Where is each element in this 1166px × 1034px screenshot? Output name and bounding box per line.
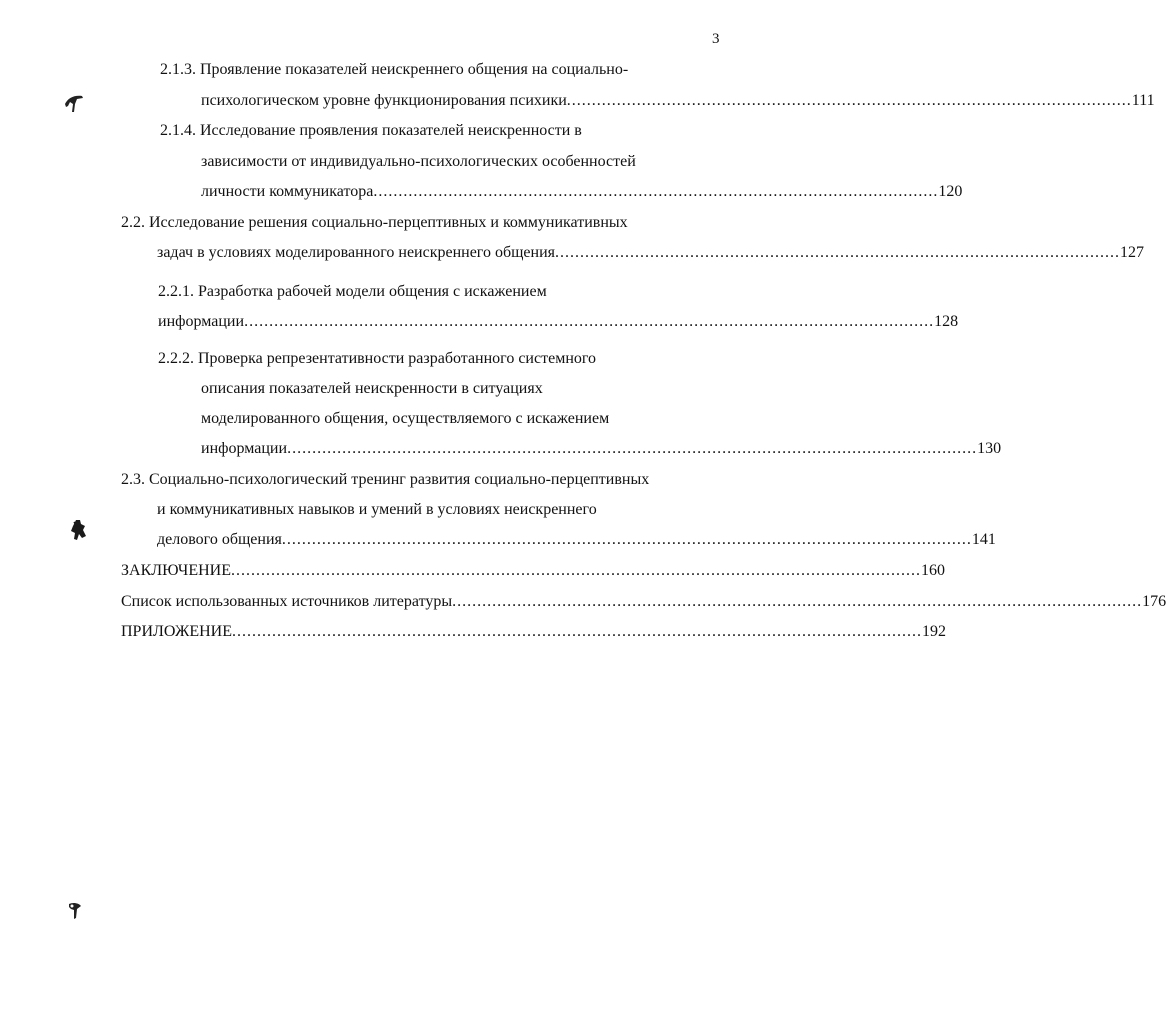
toc-line: описания показателей неискренности в ситуациях (201, 380, 543, 397)
toc-line: 2.1.4. Исследование проявления показателей неискренности в (160, 122, 582, 139)
leader-dots: .......................................................................................................................................... (230, 562, 921, 579)
toc-line-dotted (201, 182, 963, 202)
toc-line-dotted (157, 530, 996, 550)
toc-line: 2.2. Исследование решения социально-перцептивных и коммуникативных (121, 214, 628, 231)
toc-page-number: 160 (920, 562, 945, 579)
toc-line: 2.1.3. Проявление показателей неискреннего общения на социально- (160, 61, 629, 78)
toc-line: моделированного общения, осуществляемого с искажением (201, 410, 610, 427)
toc-page-number: 127 (1120, 244, 1145, 261)
toc-line-dotted (121, 561, 945, 581)
toc-line: 2.3. Социально-психологический тренинг развития социально-перцептивных (121, 471, 650, 488)
leader-dots: .......................................................................................................................................... (232, 623, 923, 640)
scan-mark-icon (66, 900, 84, 922)
toc-line-dotted (201, 91, 1155, 111)
toc-page-number: 120 (938, 183, 963, 200)
toc-page-number: 141 (971, 531, 996, 548)
leader-dots: ................................................................................................................. (373, 183, 939, 200)
toc-line-dotted (121, 592, 1166, 612)
toc-line-dotted (157, 243, 1145, 263)
toc-line-dotted (201, 439, 1002, 459)
toc-line-text: ПРИЛОЖЕНИЕ (121, 623, 233, 640)
toc-page-number: 176 (1142, 593, 1166, 610)
page-number: 3 (712, 31, 720, 47)
leader-dots: ................................................................................................................. (555, 244, 1121, 261)
toc-line-text: психологическом уровне функционирования психики (201, 92, 567, 109)
scan-mark-icon (62, 92, 86, 114)
toc-line-text: делового общения (157, 531, 282, 548)
leader-dots: ................................................................................................................. (566, 92, 1132, 109)
toc-page-number: 130 (977, 440, 1002, 457)
toc-line-text: ЗАКЛЮЧЕНИЕ (121, 562, 231, 579)
toc-line-text: задач в условиях моделированного неискреннего общения (157, 244, 556, 261)
scan-mark-icon (68, 518, 88, 542)
leader-dots: .......................................................................................................................................... (244, 313, 935, 330)
toc-page-number: 128 (934, 313, 959, 330)
toc-line-text: информации (201, 440, 288, 457)
toc-page-number: 192 (922, 623, 947, 640)
toc-line-dotted (121, 622, 947, 642)
toc-line-text: личности коммуникатора (201, 183, 374, 200)
toc-line: зависимости от индивидуально-психологических особенностей (201, 153, 636, 170)
toc-line-dotted (158, 312, 959, 332)
toc-line-text: Список использованных источников литературы (121, 593, 453, 610)
toc-line-text: информации (158, 313, 245, 330)
leader-dots: .......................................................................................................................................... (287, 440, 978, 457)
leader-dots: .......................................................................................................................................... (281, 531, 972, 548)
toc-line: 2.2.1. Разработка рабочей модели общения с искажением (158, 283, 547, 300)
toc-line: и коммуникативных навыков и умений в условиях неискреннего (157, 501, 597, 518)
toc-page-number: 111 (1131, 92, 1155, 109)
toc-line: 2.2.2. Проверка репрезентативности разработанного системного (158, 350, 597, 367)
leader-dots: .......................................................................................................................................... (452, 593, 1143, 610)
